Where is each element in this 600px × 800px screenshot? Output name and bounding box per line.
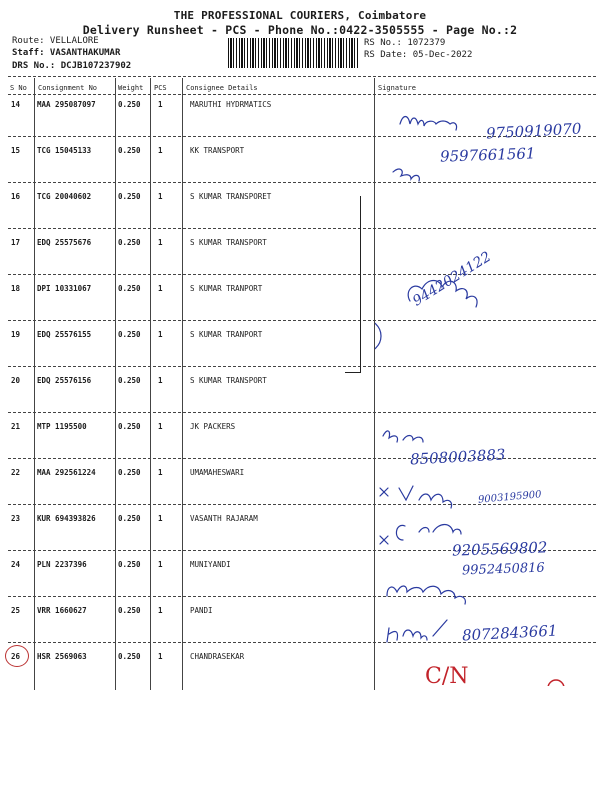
cell-pcs: 1 — [158, 146, 163, 155]
cell-weight: 0.250 — [118, 330, 141, 339]
handwritten-phone: 8508003883 — [409, 445, 506, 469]
handwritten-cn-note: C/N — [425, 664, 469, 689]
cell-consignment-no: TCG 15045133 — [37, 146, 92, 155]
col-header-consignment: Consignment No — [38, 84, 98, 92]
col-divider — [150, 78, 151, 690]
cell-pcs: 1 — [158, 468, 163, 477]
cell-pcs: 1 — [158, 422, 163, 431]
col-divider — [115, 78, 116, 690]
cell-consignment-no: MAA 295087097 — [37, 100, 96, 109]
cell-consignee: MARUTHI HYDRMATICS — [190, 100, 272, 109]
handwritten-phone: 9003195900 — [477, 489, 542, 506]
cell-weight: 0.250 — [118, 422, 141, 431]
col-header-consignee: Consignee Details — [186, 84, 258, 92]
cell-consignee: VASANTH RAJARAM — [190, 514, 258, 523]
cell-sno: 19 — [11, 330, 21, 339]
handwritten-phone: 9597661561 — [439, 144, 536, 166]
cell-sno: 15 — [11, 146, 21, 155]
cell-consignee: S KUMAR TRANPORT — [190, 330, 263, 339]
cell-pcs: 1 — [158, 652, 163, 661]
col-header-weight: Weight — [118, 84, 144, 92]
cell-weight: 0.250 — [118, 146, 141, 155]
cell-sno: 26 — [11, 652, 21, 661]
cell-sno: 25 — [11, 606, 21, 615]
cell-consignment-no: DPI 10331067 — [37, 284, 92, 293]
cell-pcs: 1 — [158, 376, 163, 385]
cell-consignee: S KUMAR TRANSPORT — [190, 376, 267, 385]
col-header-sno: S No — [10, 84, 27, 92]
cell-consignment-no: HSR 2569063 — [37, 652, 87, 661]
handwritten-phone: 9750919070 — [485, 119, 582, 143]
cell-sno: 23 — [11, 514, 21, 523]
cell-consignee: MUNIYANDI — [190, 560, 231, 569]
cell-sno: 24 — [11, 560, 21, 569]
cell-pcs: 1 — [158, 100, 163, 109]
cell-sno: 21 — [11, 422, 21, 431]
bracket-line — [345, 372, 361, 373]
cell-consignment-no: VRR 1660627 — [37, 606, 87, 615]
handwritten-phone: 9952450816 — [461, 560, 545, 579]
cell-consignment-no: EDQ 25576156 — [37, 376, 92, 385]
cell-consignment-no: PLN 2237396 — [37, 560, 87, 569]
cell-consignee: S KUMAR TRANSPORET — [190, 192, 272, 201]
cell-consignee: S KUMAR TRANSPORT — [190, 238, 267, 247]
signature-area — [375, 96, 597, 686]
cell-pcs: 1 — [158, 284, 163, 293]
rs-number: RS No.: 1072379 — [364, 38, 446, 48]
cell-pcs: 1 — [158, 192, 163, 201]
cell-consignment-no: MAA 292561224 — [37, 468, 96, 477]
cell-consignee: JK PACKERS — [190, 422, 236, 431]
staff-label: Staff: VASANTHAKUMAR — [12, 48, 121, 58]
bracket-line — [360, 196, 361, 372]
rs-date: RS Date: 05-Dec-2022 — [364, 50, 473, 60]
cell-weight: 0.250 — [118, 606, 141, 615]
header-rule-bottom — [8, 94, 596, 95]
page-subtitle: Delivery Runsheet - PCS - Phone No.:0422-3505555 - Page No.:2 — [82, 23, 518, 37]
cell-consignee: PANDI — [190, 606, 213, 615]
cell-weight: 0.250 — [118, 652, 141, 661]
page-title: THE PROFESSIONAL COURIERS, Coimbatore — [173, 9, 427, 22]
cell-weight: 0.250 — [118, 284, 141, 293]
cell-pcs: 1 — [158, 238, 163, 247]
header-rule-top — [8, 76, 596, 77]
cell-sno: 16 — [11, 192, 21, 201]
cell-pcs: 1 — [158, 560, 163, 569]
sno-circle-mark — [5, 645, 29, 667]
cell-weight: 0.250 — [118, 100, 141, 109]
cell-sno: 20 — [11, 376, 21, 385]
cell-consignment-no: TCG 20040602 — [37, 192, 92, 201]
cell-consignee: UMAMAHESWARI — [190, 468, 245, 477]
cell-pcs: 1 — [158, 330, 163, 339]
handwritten-phone: 9442024122 — [410, 248, 495, 310]
col-divider — [34, 78, 35, 690]
cell-weight: 0.250 — [118, 468, 141, 477]
cell-consignment-no: EDQ 25576155 — [37, 330, 92, 339]
cell-consignee: KK TRANSPORT — [190, 146, 245, 155]
cell-weight: 0.250 — [118, 376, 141, 385]
handwritten-phone: 8072843661 — [461, 621, 558, 645]
cell-sno: 22 — [11, 468, 21, 477]
cell-weight: 0.250 — [118, 560, 141, 569]
cell-consignee: CHANDRASEKAR — [190, 652, 245, 661]
cell-sno: 18 — [11, 284, 21, 293]
handwritten-phone: 9205569802 — [451, 538, 548, 560]
cell-sno: 17 — [11, 238, 21, 247]
route-label: Route: VELLALORE — [12, 36, 99, 46]
barcode-image — [228, 38, 358, 68]
cell-weight: 0.250 — [118, 192, 141, 201]
cell-sno: 14 — [11, 100, 21, 109]
cell-pcs: 1 — [158, 514, 163, 523]
cell-consignment-no: EDQ 25575676 — [37, 238, 92, 247]
cell-consignment-no: KUR 694393826 — [37, 514, 96, 523]
drs-number: DRS No.: DCJB107237902 — [12, 61, 132, 71]
col-divider — [182, 78, 183, 690]
cell-weight: 0.250 — [118, 514, 141, 523]
cell-consignee: S KUMAR TRANPORT — [190, 284, 263, 293]
col-header-signature: Signature — [378, 84, 416, 92]
cell-weight: 0.250 — [118, 238, 141, 247]
cell-consignment-no: MTP 1195500 — [37, 422, 87, 431]
col-header-pcs: PCS — [154, 84, 167, 92]
cell-pcs: 1 — [158, 606, 163, 615]
